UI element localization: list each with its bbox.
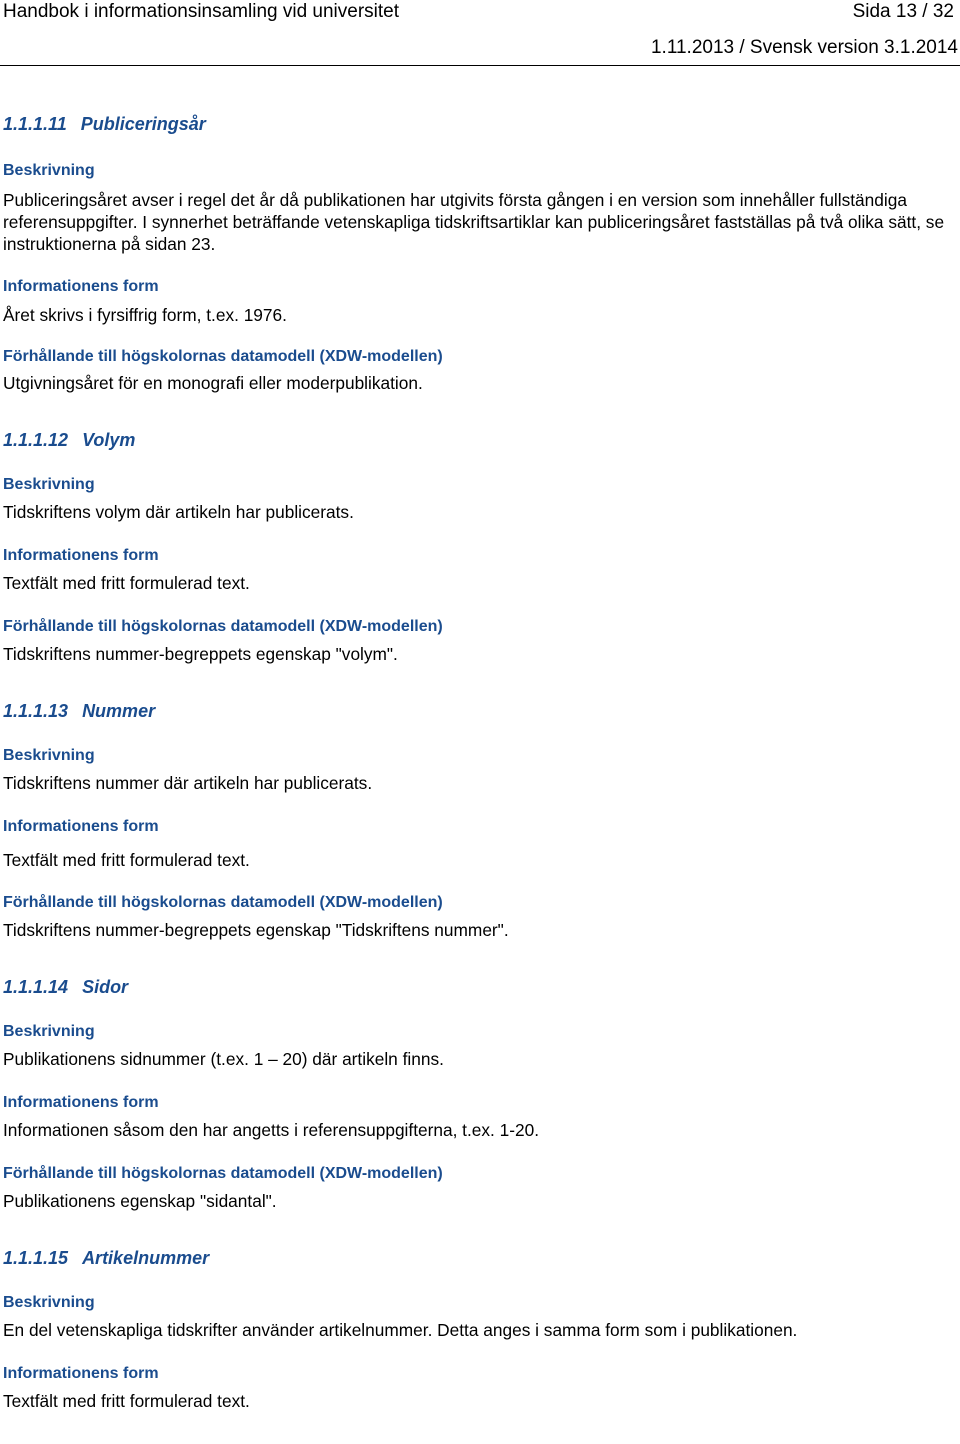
relation-label: Förhållande till högskolornas datamodell (XDW-modellen) — [3, 1165, 443, 1182]
section-publiceringsar — [3, 112, 953, 394]
header-divider — [0, 65, 960, 66]
beskrivning-label: Beskrivning — [3, 747, 95, 764]
beskrivning-label: Beskrivning — [3, 1294, 95, 1311]
section-heading — [3, 699, 953, 724]
section-heading — [3, 428, 953, 453]
relation-text: Publikationens egenskap "sidantal". — [3, 1191, 277, 1211]
beskrivning-label: Beskrivning — [3, 162, 95, 179]
beskrivning-label: Beskrivning — [3, 476, 95, 493]
section-number: 1.1.1.15 — [3, 1248, 69, 1268]
beskrivning-text: En del vetenskapliga tidskrifter använder artikelnummer. Detta anges i samma form som i publikationen. — [3, 1320, 798, 1340]
beskrivning-label: Beskrivning — [3, 1023, 95, 1040]
form-text: Textfält med fritt formulerad text. — [3, 850, 250, 870]
page-header — [0, 0, 960, 68]
section-title: Artikelnummer — [82, 1248, 210, 1268]
form-text: Textfält med fritt formulerad text. — [3, 573, 250, 593]
section-title: Volym — [82, 430, 136, 450]
section-number: 1.1.1.14 — [3, 977, 69, 997]
version-date: 1.11.2013 / Svensk version 3.1.2014 — [650, 37, 958, 58]
section-title: Publiceringsår — [80, 114, 206, 134]
section-number: 1.1.1.11 — [3, 114, 67, 134]
relation-text: Utgivningsåret för en monografi eller moderpublikation. — [3, 373, 423, 393]
section-heading — [3, 975, 953, 1000]
section-number: 1.1.1.13 — [3, 701, 69, 721]
relation-label: Förhållande till högskolornas datamodell (XDW-modellen) — [3, 348, 443, 365]
form-text: Textfält med fritt formulerad text. — [3, 1391, 250, 1411]
form-label: Informationens form — [3, 1365, 159, 1382]
section-artikelnummer — [3, 1246, 953, 1412]
relation-label: Förhållande till högskolornas datamodell (XDW-modellen) — [3, 894, 443, 911]
document-body — [3, 112, 953, 1412]
section-heading — [3, 1246, 953, 1271]
beskrivning-text: Tidskriftens nummer där artikeln har publicerats. — [3, 773, 373, 793]
section-sidor — [3, 975, 953, 1212]
form-text: Året skrivs i fyrsiffrig form, t.ex. 1976. — [3, 305, 287, 325]
beskrivning-text: Publiceringsåret avser i regel det år då publikationen har utgivits första gången i en version som innehåller fullständiga referensuppgifter. I synnerhet beträffande vetenskapliga tidskriftsartiklar kan publiceringsåret fastställas på två olika sätt, se instruktionerna på sidan 23. — [3, 190, 945, 254]
page-number: Sida 13 / 32 — [852, 1, 954, 22]
section-title: Nummer — [82, 701, 156, 721]
beskrivning-text: Tidskriftens volym där artikeln har publicerats. — [3, 502, 354, 522]
form-label: Informationens form — [3, 1094, 159, 1111]
section-nummer — [3, 699, 953, 941]
form-text: Informationen såsom den har angetts i referensuppgifterna, t.ex. 1-20. — [3, 1120, 540, 1140]
section-number: 1.1.1.12 — [3, 430, 69, 450]
document-title: Handbok i informationsinsamling vid universitet — [3, 1, 400, 22]
form-label: Informationens form — [3, 278, 159, 295]
beskrivning-text: Publikationens sidnummer (t.ex. 1 – 20) där artikeln finns. — [3, 1049, 444, 1069]
section-title: Sidor — [82, 977, 129, 997]
relation-text: Tidskriftens nummer-begreppets egenskap "Tidskriftens nummer". — [3, 920, 509, 940]
relation-label: Förhållande till högskolornas datamodell (XDW-modellen) — [3, 618, 443, 635]
relation-text: Tidskriftens nummer-begreppets egenskap "volym". — [3, 644, 398, 664]
form-label: Informationens form — [3, 547, 159, 564]
section-volym — [3, 428, 953, 665]
form-label: Informationens form — [3, 818, 159, 835]
section-heading — [3, 112, 953, 137]
